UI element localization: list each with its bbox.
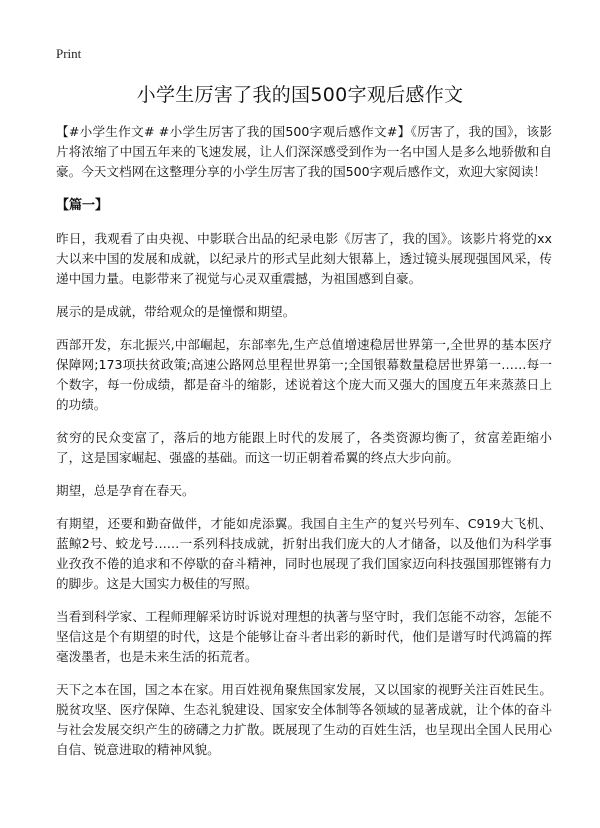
body-paragraph: 有期望，还要和勤奋做伴，才能如虎添翼。我国自主生产的复兴号列车、C919大飞机、蓝鲸2号、蛟龙号……一系列科技成就，折射出我们庞大的人才储备，以及他们为科学事业孜孜不倦的追求和不停歇的奋斗精神，同时也展现了我们国家迈向科技强国那铿锵有力的脚步。这是大国实力极佳的写照。: [56, 516, 552, 591]
body-paragraph: 期望，总是孕育在春天。: [56, 483, 195, 498]
body-paragraph: 贫穷的民众变富了，落后的地方能跟上时代的发展了，各类资源均衡了，贫富差距缩小了，这是国家崛起、强盛的基础。而这一切正朝着希翼的终点大步向前。: [56, 430, 552, 465]
body-paragraph: 昨日，我观看了由央视、中影联合出品的纪录电影《厉害了，我的国》。该影片将党的xx大以来中国的发展和成就，以纪录片的形式呈此刻大银幕上，透过镜头展现强国风采，传递中国力量。电影带来了视觉与心灵双重震撼，为祖国感到自豪。: [56, 231, 552, 286]
article-title: 小学生厉害了我的国500字观后感作文: [136, 84, 464, 106]
print-link[interactable]: Print: [56, 46, 82, 61]
section-heading: 【篇一】: [56, 198, 109, 213]
body-paragraph: 西部开发，东北振兴,中部崛起，东部率先,生产总值增速稳居世界第一,全世界的基本医疗保障网;173项扶贫政策;高速公路网总里程世界第一;全国银幕数量稳居世界第一……每一个数字，每一份成绩，都是奋斗的缩影，述说着这个庞大而又强大的国度五年来蒸蒸日上的功绩。: [56, 337, 552, 412]
article-body: [56, 122, 552, 773]
body-paragraph: 展示的是成就，带给观众的是憧憬和期望。: [56, 304, 296, 319]
body-paragraph: 天下之本在国，国之本在家。用百姓视角聚焦国家发展，又以国家的视野关注百姓民生。脱贫攻坚、医疗保障、生态礼貌建设、国家安全体制等各领域的显著成就，让个体的奋斗与社会发展交织产生的磅礴之力扩散。既展现了生动的百姓生活，也呈现出全国人民用心自信、锐意进取的精神风貌。: [56, 682, 552, 757]
intro-paragraph: 【#小学生作文# #小学生厉害了我的国500字观后感作文#】《厉害了，我的国》，该影片将浓缩了中国五年来的飞速发展，让人们深深感受到作为一名中国人是多么地骄傲和自豪。今天文档网在这整理分享的小学生厉害了我的国500字观后感作文，欢迎大家阅读！: [56, 124, 552, 179]
body-paragraph: 当看到科学家、工程师理解采访时诉说对理想的执著与坚守时，我们怎能不动容，怎能不坚信这是个有期望的时代，这是个能够让奋斗者出彩的新时代，他们是谱写时代鸿篇的挥毫泼墨者，也是未来生活的拓荒者。: [56, 609, 552, 664]
